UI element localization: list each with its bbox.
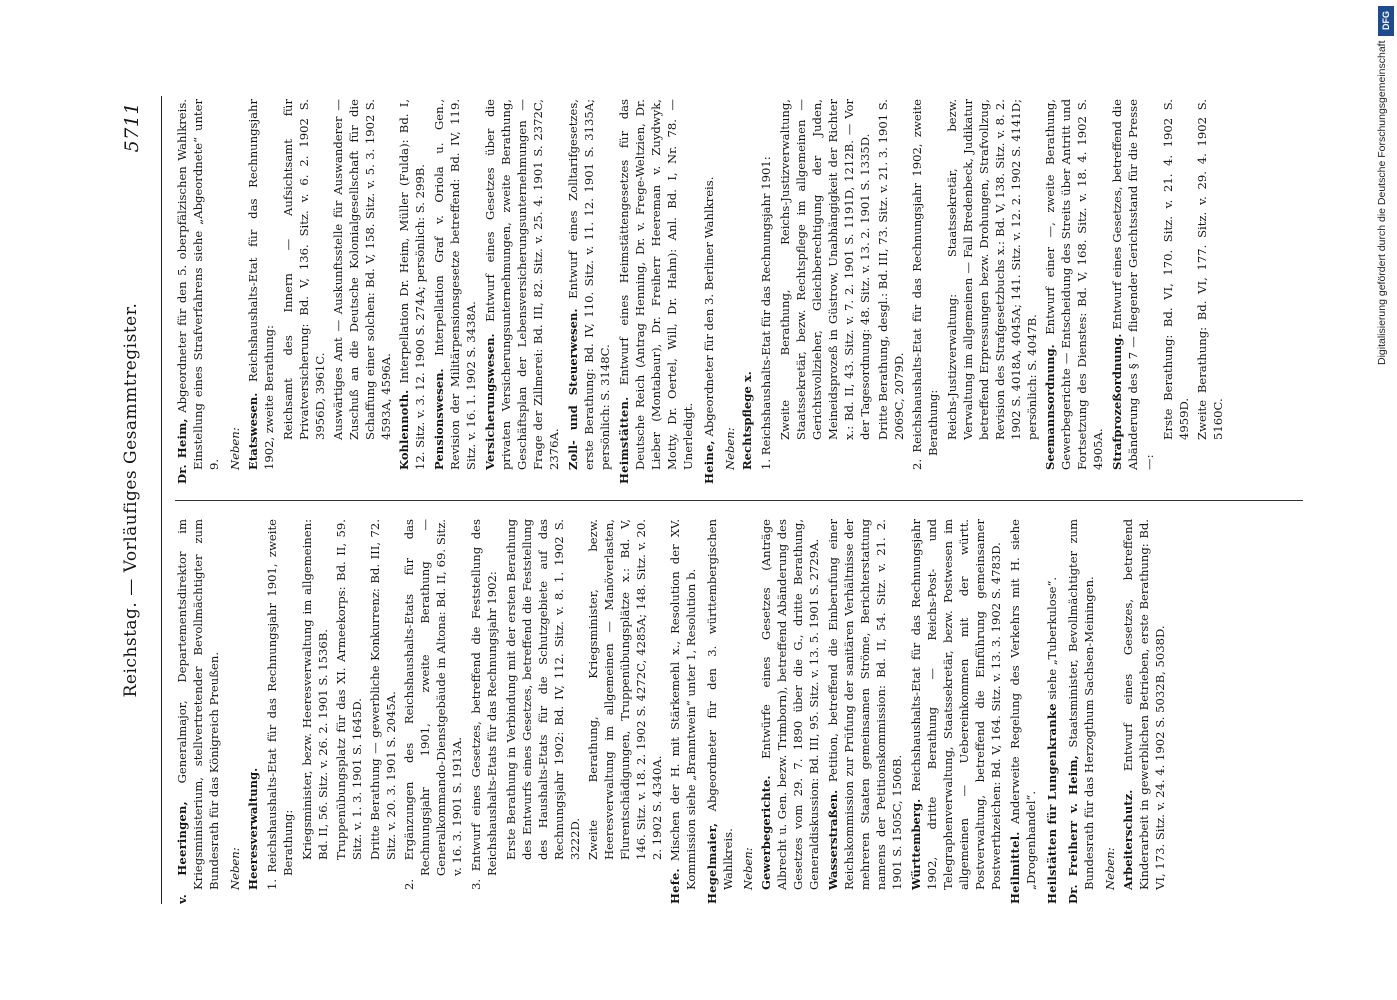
entry-heading: Heilstätten für Lungenkranke <box>1045 703 1060 904</box>
subject-entry <box>1043 99 1107 470</box>
sub-reference: Auswärtiges Amt — Auskunftsstelle für Auswanderer — Zuschuß an die Deutsche Kolonialgesellschaft für die Schaffung einer solchen: Bd. V, 158. Sitz. v. 5. 3. 1902 S. 4593A, 4596A. <box>330 99 393 440</box>
neben-label: Neben: <box>227 427 242 470</box>
subject-heading: Arbeiterschutz. <box>1121 789 1136 890</box>
subject-text: Entwurf eines Gesetzes, betreffend Kinderarbeit in gewerblichen Betrieben, erste Berathung: Bd. VI, 173. Sitz. v. 24. 4. 1902 S. 5032B, 5038D. <box>1121 519 1168 890</box>
numbered-item: 2. Reichshaushalts-Etat für das Rechnungsjahr 1902, zweite Berathung: <box>910 99 941 470</box>
rotated-page <box>63 50 1333 950</box>
neben-label: Neben: <box>722 427 737 470</box>
subject-text: Reichshaushalts-Etat für das Rechnungsjahr 1902, zweite Berathung: <box>245 99 276 470</box>
sub-reference: Kriegsminister, bezw. Heeresverwaltung im allgemeinen: Bd. II, 56. Sitz. v. 26. 2. 1901 S. 1536B. <box>299 519 330 860</box>
sub-reference: Zweite Berathung: Bd. VI, 177. Sitz. v. 29. 4. 1902 S. 5160C. <box>1195 99 1226 440</box>
entry-heading: v. Heeringen, <box>175 801 189 904</box>
running-head <box>121 96 151 904</box>
neben-label: Neben: <box>741 847 756 890</box>
register-entry <box>175 99 223 484</box>
right-column <box>175 99 1303 484</box>
subject-entry <box>397 99 429 470</box>
subject-heading: Etatswesen. <box>245 392 260 470</box>
sub-reference: Dritte Berathung — gewerbliche Konkurrenz: Bd. III, 72. Sitz. v. 20. 3. 1901 S. 2045A. <box>367 519 398 860</box>
register-entry <box>1045 519 1061 904</box>
subject-heading: Kohlennoth. <box>396 389 411 470</box>
subject-heading: Pensionswesen. <box>431 368 446 470</box>
subject-entry <box>1121 519 1169 890</box>
subject-text: Entwurf eines Zolltarifgesetzes, erste Berathung: Bd. IV, 110. Sitz. v. 11. 12. 1901 S. 3135A; persönlich: S. 3148C. <box>565 99 612 470</box>
subject-heading: Gewerbegerichte. <box>759 775 774 890</box>
subject-entry <box>246 519 262 890</box>
page-number: 5711 <box>121 102 143 153</box>
neben-label: Neben: <box>227 847 242 890</box>
entry-heading: Heine, <box>701 440 716 484</box>
entry-heading: Heilmittel. <box>1008 831 1023 904</box>
column-divider <box>175 500 1303 501</box>
sub-reference: Dritte Berathung, desgl.: Bd. III, 73. Sitz. v. 21. 3. 1901 S. 2069C, 2079D. <box>876 99 907 440</box>
subject-text: Interpellation Dr. Heim, Müller (Fulda): Bd. I, 12. Sitz. v. 3. 12. 1900 S. 274A; persönlich: S. 299B. <box>396 99 427 470</box>
sub-reference: Erste Berathung: Bd. VI, 170. Sitz. v. 21. 4. 1902 S. 4959D. <box>1161 99 1192 440</box>
neben-label: Neben: <box>1103 847 1118 890</box>
sub-reference: Reichsamt des Innern — Aufsichtsamt für Privatversicherung: Bd. V, 136. Sitz. v. 6. 2. 1902 S. 3956D, 3961C. <box>280 99 327 440</box>
subject-heading: Strafprozeßordnung. <box>1110 333 1125 470</box>
columns <box>175 96 1303 904</box>
subject-text: Entwürfe eines Gesetzes (Anträge Albrecht u. Gen. bezw. Trimborn), betreffend Abänderung des Gesetzes vom 29. 7. 1890 über die G., dritte Berathung, Generaldiskussion: Bd. III, 95. Sitz. v. 13. 5. 1901 S. 2729A. <box>759 519 822 890</box>
numbered-item: 1. Reichshaushalts-Etat für das Rechnungsjahr 1901, zweite Berathung: <box>264 519 295 890</box>
subject-heading: Rechtspflege x. <box>740 371 755 470</box>
subject-heading: Zoll- und Steuerwesen. <box>565 308 580 470</box>
entry-text: Anderweite Regelung des Verkehrs mit H. siehe „Drogenhandel“. <box>1008 519 1039 890</box>
subject-entry <box>759 519 823 890</box>
numbered-item: 3. Entwurf eines Gesetzes, betreffend die Feststellung des Reichshaushalts-Etats für das Rechnungsjahr 1902: <box>468 519 499 890</box>
entry-text: Abgeordneter für den 3. Berliner Wahlkreis. <box>701 176 716 437</box>
digitization-credit: Digitalisierung gefördert durch die Deutsche Forschungsgemeinschaft <box>1376 40 1388 365</box>
entry-heading: Dr. Freiherr v. Heim, <box>1066 754 1081 904</box>
subject-text: Reichshaushalts-Etat für das Rechnungsjahr 1902, dritte Berathung — Reichs-Post- und Telegraphenverwaltung, Staatssekretär, bezw. Postwesen im allgemeinen — Uebereinkommen mit der württ. Postverwaltung, betreffend die Einführung gemeinsamer Postwerthzeichen: Bd. V, 164. Sitz. v. 13. 3. 1902 S. 4783D. <box>909 519 1004 890</box>
page-title: Reichstag. — Vorläufiges Gesammtregister. <box>121 302 141 698</box>
subject-text: Entwurf einer —, zweite Berathung, Gewerbegerichte — Entscheidung des Streits über Antritt und Fortsetzung des Dienstes: Bd. V, 168. Sitz. v. 18. 4. 1902 S. 4905A. <box>1043 99 1106 470</box>
register-entry <box>702 99 718 484</box>
entry-text: Entwurf eines Heimstättengesetzes für das Deutsche Reich (Antrag Henning, Dr. v. Frege-Weltzien, Dr. Lieber (Montabaur), Dr. Freiherr Heereman v. Zuydwyk, Motty, Dr. Oertel, Will, Dr. Hahn): Anl. Bd. I, Nr. 78. — Unerledigt. <box>616 99 695 470</box>
entry-heading: Hefe. <box>667 868 682 904</box>
subject-heading: Seemannsordnung. <box>1043 344 1058 470</box>
subject-text: Entwurf eines Gesetzes über die privaten Versicherungsunternehmungen, zweite Berathung, Geschäftsplan der Lebensversicherungsunternehmungen — Frage der Zillmerei: Bd. III, 82. Sitz. v. 25. 4. 1901 S. 2372C, 2376A. <box>482 99 561 470</box>
subject-entry <box>909 519 1005 890</box>
dfg-logo: DFG <box>1378 6 1394 36</box>
header-rule <box>161 96 162 904</box>
subject-heading: Württemberg. <box>909 798 924 890</box>
entry-heading: Hegelmaier, <box>704 822 719 904</box>
entry-text: Abgeordneter für den 5. oberpfälzischen Wahlkreis. Einstellung eines Strafverfahrens siehe „Abgeordnete“ unter 9. <box>175 99 221 470</box>
entry-text: siehe „Tuberkulose“. <box>1045 576 1060 700</box>
subject-heading: Wasserstraßen. <box>826 789 841 890</box>
register-entry <box>668 519 700 904</box>
numbered-item: 2. Ergänzungen des Reichshaushalts-Etats für das Rechnungsjahr 1901, zweite Berathung — Generalkommando-Dienstgebäude in Altona: Bd. II, 69. Sitz. v. 16. 3. 1901 S. 1913A. <box>401 519 464 890</box>
register-entry <box>705 519 737 904</box>
subject-entry <box>483 99 563 470</box>
entry-text: Mischen der H. mit Stärkemehl x., Resolution der XV. Kommission siehe „Branntwein“ unter 1, Resolution b. <box>667 519 698 890</box>
subject-entry <box>826 519 906 890</box>
entry-heading: Dr. Heim, <box>175 418 189 484</box>
register-entry <box>617 99 697 484</box>
entry-heading: Heimstätten. <box>616 396 631 484</box>
subject-entry <box>566 99 614 470</box>
register-entry <box>175 519 223 904</box>
sub-reference: Zweite Berathung, Kriegsminister, bezw. Heeresverwaltung im allgemeinen — Manöverlasten, Flurentschädigungen, Truppenübungsplätze x.: Bd. V, 146. Sitz. v. 18. 2. 1902 S. 4272C, 4285A; 148. Sitz. v. 20. 2. 1902 S. 4340A. <box>585 519 664 860</box>
sub-reference: Truppenübungsplatz für das XI. Armeekorps: Bd. II, 59. Sitz. v. 1. 3. 1901 S. 1645D. <box>333 519 364 860</box>
subject-heading: Heeresverwaltung. <box>245 767 260 890</box>
subject-entry <box>1110 99 1158 470</box>
entry-text: Abgeordneter für den 3. württembergischen Wahlkreis. <box>704 519 735 890</box>
entry-text: Generalmajor, Departementsdirektor im Kriegsministerium, stellvertretender Bevollmächtigter zum Bundesrath für das Königreich Preußen. <box>175 519 221 890</box>
left-column <box>175 519 1303 904</box>
register-entry <box>1066 519 1098 904</box>
subject-heading: Versicherungswesen. <box>482 333 497 470</box>
subject-text: Petition, betreffend die Einberufung einer Reichskommission zur Prüfung der sanitären Verhältnisse der mehreren Staaten gemeinsamen Ströme, Berichterstattung namens der Petitionskommission: Bd. II, 54. Sitz. v. 21. 2. 1901 S. 1505C, 1506B. <box>826 519 905 890</box>
sub-reference: Reichs-Justizverwaltung: Staatssekretär, bezw. Verwaltung im allgemeinen — Fall Bredenbeck, Judikatur betreffend Erpressungen bezw. Drohungen, Strafvollzug, Revision des Strafgesetzbuchs x.: Bd. V, 138. Sitz. v. 8. 2. 1902 S. 4018A, 4045A; 141. Sitz. v. 12. 2. 1902 S. 4141D; persönlich: S. 4047B. <box>945 99 1040 440</box>
subject-text: Interpellation Graf v. Oriola u. Gen., Revision der Militärpensionsgesetze betreffend: Bd. IV, 119. Sitz. v. 16. 1. 1902 S. 3438A. <box>431 99 478 470</box>
entry-text: Staatsminister, Bevollmächtigter zum Bundesrath für das Herzogthum Sachsen-Meiningen. <box>1066 519 1097 890</box>
subject-entry <box>246 99 278 470</box>
sub-reference: Erste Berathung in Verbindung mit der ersten Berathung des Entwurfs eines Gesetzes, betreffend die Feststellung des Haushalts-Etats für die Schutzgebiete auf das Rechnungsjahr 1902: Bd. IV, 112. Sitz. v. 8. 1. 1902 S. 3222D. <box>503 519 582 860</box>
subject-entry <box>432 99 480 470</box>
numbered-item: 1. Reichshaushalts-Etat für das Rechnungsjahr 1901: <box>759 156 774 470</box>
register-entry <box>1008 519 1040 904</box>
subject-entry <box>740 99 756 470</box>
sub-reference: Zweite Berathung, Reichs-Justizverwaltung, Staatssekretär, bezw. Rechtspflege im allgemeinen — Gerichtsvollzieher, Gleichberechtigung der Juden, Meineidsprozeß in Güstrow, Unabhängigkeit der Richter x.: Bd. II, 43. Sitz. v. 7. 2. 1901 S. 1191D, 1212B. — Vor der Tagesordnung: 48. Sitz. v. 13. 2. 1901 S. 1335D. <box>778 99 873 440</box>
subject-text: Entwurf eines Gesetzes, betreffend die Abänderung des § 7 — fliegender Gerichtsstand für die Presse —: <box>1110 99 1157 470</box>
